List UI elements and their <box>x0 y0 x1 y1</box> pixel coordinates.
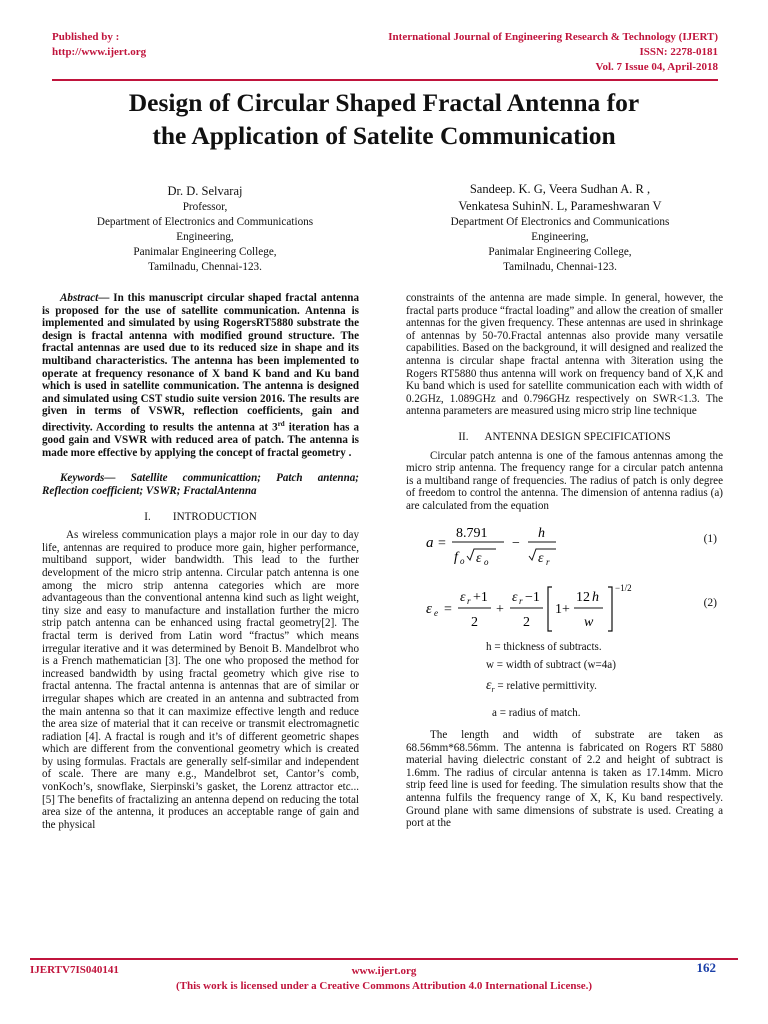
svg-text:a: a <box>426 534 434 551</box>
footer-url[interactable]: www.ijert.org <box>351 965 417 977</box>
svg-text:o: o <box>460 555 465 566</box>
definition-h: h = thickness of subtracts. <box>486 640 602 653</box>
variable-definitions <box>406 641 723 720</box>
definition-a: a = radius of match. <box>492 706 581 719</box>
equation-1-number: (1) <box>703 532 717 545</box>
footer-divider <box>30 958 738 960</box>
author-role: Professor, <box>182 201 228 213</box>
introduction-paragraph: As wireless communication plays a major role in our day to day life, antennas are required to produce more gain, higher performance, multiband support, wider bandwidth. This lead to the further development of the micro strip antenna. Circular patch antenna is one among the micro strip antenna categories which are more advantageous than the conventional antenna kind such as light weight, tiny size and easy to manufacture and installation further the micro strip patch antenna can be enhanced using fractal geometry[2]. The fractal term is derived from Latin word “fractus” which means irregular iterative and it was determined by Benoit B. Mandelbrot who is a French mathematician [3]. The one who proposed the method for increased bandwidth by using fractal geometry which give rise to fractal antenna. The fractal antenna is antennas that are of similar or irregular shapes which are created in an antenna and subtracted from the main antenna so that it can maximize effective length and reduce the area size of material that it can receive or transmit electromagnetic radiation [4]. A fractal is rough and it’s of different geometric shapes which are different from the conventional geometry which is created by using formulas. Fractals are generally self-similar and independent of scale. There are many e.g., Mandelbrot set, Cantor’s comb, vonKoch’s, snowflake, Sierpinski’s gasket, the Lorenz attractor etc...[5] The benefits of fractalizing an antenna depend on reducing the total area size of the antenna, it produces an acceptable range of gain and the physical <box>42 529 359 831</box>
author-city: Tamilnadu, Chennai-123. <box>503 261 617 273</box>
author-block-1 <box>60 183 350 275</box>
section-heading-design: II. ANTENNA DESIGN SPECIFICATIONS <box>458 430 671 443</box>
author-block-2 <box>405 181 715 275</box>
svg-text:w: w <box>584 614 594 630</box>
author-names-1: Sandeep. K. G, Veera Sudhan A. R , <box>469 182 651 196</box>
author-dept: Department Of Electronics and Communications <box>450 216 670 228</box>
paper-title <box>40 86 728 152</box>
svg-text:e: e <box>434 607 438 618</box>
footer-paper-id: IJERTV7IS040141 <box>30 964 119 976</box>
author-college: Panimalar Engineering College, <box>488 246 632 258</box>
svg-text:−1/2: −1/2 <box>615 582 632 593</box>
svg-text:1+: 1+ <box>555 601 570 617</box>
svg-text:h: h <box>538 525 545 541</box>
left-column <box>42 292 359 831</box>
right-column <box>406 292 723 830</box>
title-line-2: the Application of Satelite Communication <box>152 121 616 150</box>
definition-w: w = width of subtract (w=4a) <box>486 659 616 672</box>
journal-name: International Journal of Engineering Research & Technology (IJERT) <box>388 31 718 43</box>
abstract-label: Abstract <box>60 292 99 304</box>
author-names-2: Venkatesa SuhinN. L, Parameshwaran V <box>458 199 662 213</box>
svg-text:h: h <box>592 589 599 605</box>
svg-text:r: r <box>467 595 471 606</box>
publisher-block <box>52 30 146 60</box>
abstract-sup: rd <box>277 419 285 428</box>
volume-issue: Vol. 7 Issue 04, April-2018 <box>595 61 718 73</box>
svg-text:o: o <box>484 556 489 567</box>
equation-1-formula <box>406 513 666 571</box>
abstract-text-2: iteration has a good gain and VSWR with reduced area of patch. The antenna is made more effective by applying the concept of fractal geometry . <box>42 421 359 459</box>
equation-2 <box>406 575 723 637</box>
intro-continuation-paragraph: constraints of the antenna are made simple. In general, however, the fractal parts produce “fractal loading” and allow the creation of smaller antennas for the given frequency. These antennas are used in shrinkage of antennas by 50-70.Fractal antennas also provide many versatile capabilities. Based on the background, it will designed and realized the antenna is circular shape fractal antenna with 3iteration using the Rogers RT5880 thus antenna will work on frequency band of X,K and Ku band which is used for satellite communication each with width of 0.2GHz, 1.089GHz and 0.796GHz respectively on SWR<1.3. The antenna parameters are measured using micro strip line technique <box>406 292 723 418</box>
svg-text:=: = <box>444 601 452 617</box>
title-line-1: Design of Circular Shaped Fractal Antenna for <box>128 88 640 117</box>
definition-epsilon-text: = relative permittivity. <box>494 679 597 692</box>
svg-text:r: r <box>519 595 523 606</box>
svg-text:−: − <box>512 535 520 551</box>
published-by-label: Published by : <box>52 31 120 43</box>
svg-text:r: r <box>546 556 550 567</box>
svg-text:ε: ε <box>476 550 482 566</box>
author-name: Dr. D. Selvaraj <box>167 184 243 198</box>
epsilon-symbol: ε <box>486 677 492 693</box>
author-dept-2: Engineering, <box>176 231 234 243</box>
svg-text:8.791: 8.791 <box>456 525 488 541</box>
svg-text:12: 12 <box>576 589 590 605</box>
equation-2-formula <box>406 575 666 637</box>
svg-text:ε: ε <box>512 589 518 605</box>
author-city: Tamilnadu, Chennai-123. <box>148 261 262 273</box>
svg-text:ε: ε <box>460 589 466 605</box>
author-dept: Department of Electronics and Communications <box>96 216 314 228</box>
section-heading-introduction: I. INTRODUCTION <box>144 510 257 523</box>
svg-text:+: + <box>496 601 504 617</box>
keywords: Keywords— Satellite communicattion; Patch antenna; Reflection coefficient; VSWR; FractalAntenna <box>42 472 359 497</box>
header-divider <box>52 79 718 81</box>
svg-text:f: f <box>454 549 458 565</box>
journal-block <box>388 30 718 75</box>
svg-text:−1: −1 <box>525 589 540 605</box>
equation-1 <box>406 513 723 571</box>
substrate-paragraph: The length and width of substrate are taken as 68.56mm*68.56mm. The antenna is fabricated on Rogers RT 5880 material having dielectric constant of 2.2 and height of subtract is 1.6mm. The radius of circular antenna is taken as 17.14mm. Micro strip feed line is used for feeding. The simulation results show that the antenna fulfils the frequency range of X, K, Ku band respectively. Ground plane with same dimensions of substrate is used. Creating a port at the <box>406 729 723 830</box>
definition-epsilon <box>486 677 723 697</box>
design-paragraph: Circular patch antenna is one of the famous antennas among the micro strip antenna. The frequency range for a circular patch antenna is a multiband range of frequencies. The radius of patch is only degree of freedom to control the antenna. The dimension of antenna radius (a) are calculated from the equation <box>406 449 723 512</box>
epsilon-subscript: r <box>491 684 495 694</box>
svg-text:2: 2 <box>471 614 478 630</box>
abstract-text: — In this manuscript circular shaped fractal antenna is proposed for the use of satellite communication. Antenna is implemented and simulated by using RogersRT5880 substrate the design is fractal antenna with modified ground structure. The fractal antennas are used due to its reduced size in shape and its multiband characteristics. The antenna has been implemented to operate at frequency resonance of X band K band and Ku band which is used in satellite communication. The antenna is designed and simulated using CST studio suite version 2016. The results are given in terms of VSWR, reflection coefficients, gain and directivity. According to results the antenna at 3 <box>42 292 359 434</box>
footer-center <box>0 964 768 994</box>
svg-text:2: 2 <box>523 614 530 630</box>
svg-text:ε: ε <box>426 600 432 617</box>
page-number: 162 <box>696 960 716 975</box>
equation-2-number: (2) <box>703 596 717 609</box>
author-dept-2: Engineering, <box>531 231 589 243</box>
author-college: Panimalar Engineering College, <box>133 246 277 258</box>
svg-text:+1: +1 <box>473 589 488 605</box>
svg-text:=: = <box>438 535 446 551</box>
publisher-url[interactable]: http://www.ijert.org <box>52 46 147 58</box>
issn: ISSN: 2278-0181 <box>639 46 718 58</box>
footer-license: (This work is licensed under a Creative Commons Attribution 4.0 International License.) <box>175 980 593 992</box>
svg-text:ε: ε <box>538 550 544 566</box>
abstract <box>42 292 359 459</box>
